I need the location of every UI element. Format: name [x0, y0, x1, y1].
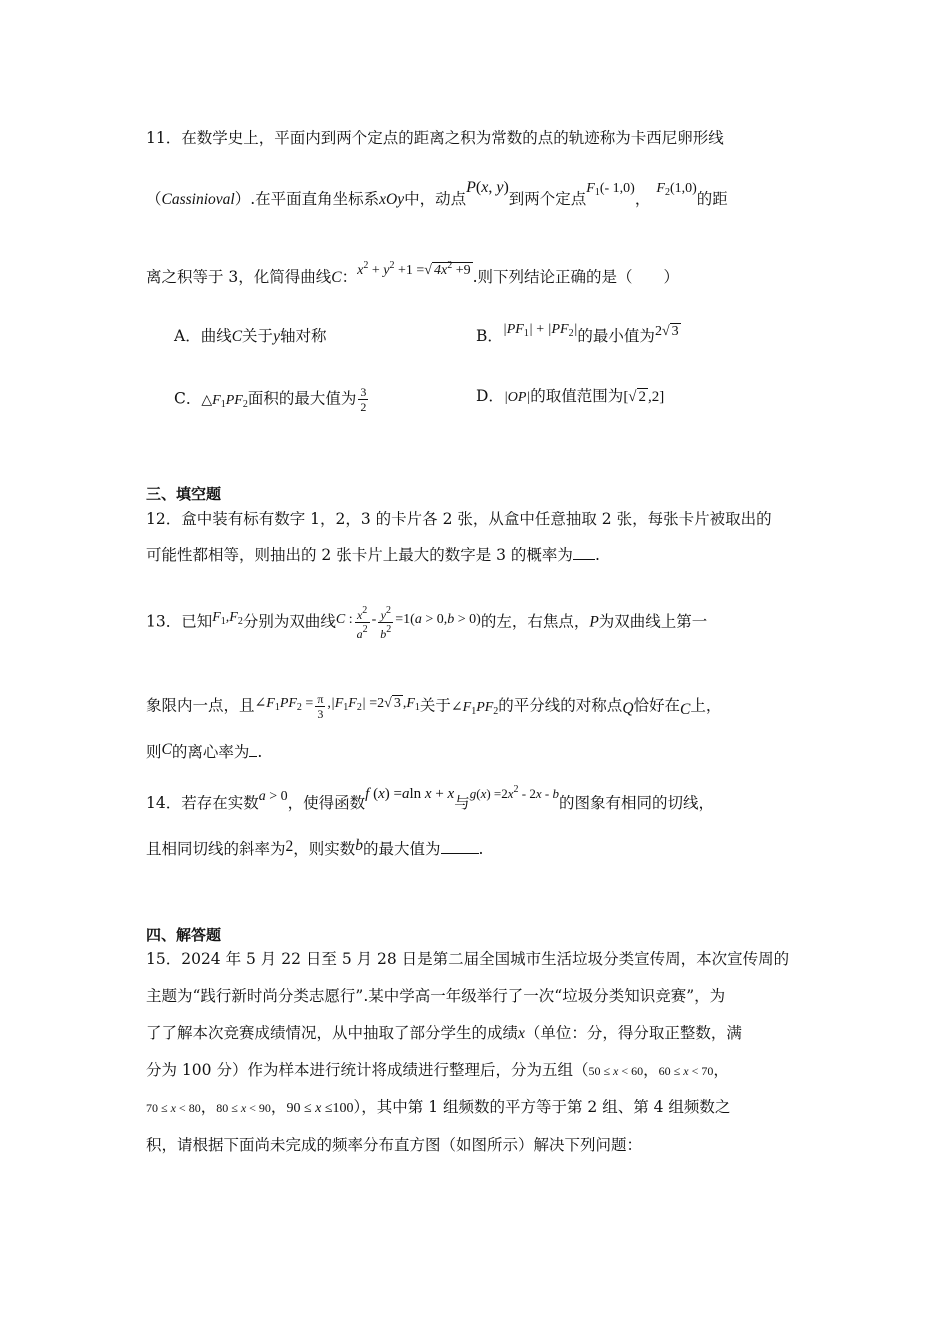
q15-line-6: 积，请根据下面尚未完成的频率分布直方图（如图所示）解决下列问题： — [146, 1136, 643, 1154]
q12-line-1: 12．盒中装有标有数字 1，2，3 的卡片各 2 张，从盒中任意抽取 2 张，每张卡片被取出的 — [146, 510, 772, 528]
q11-line-3: 离之积等于 3，化简得曲线C：$x^2 + y^2 +1$ =√ $4x^2 +9$ .则下列结论正确的是（ ） — [146, 260, 680, 286]
section-3-heading: 三、填空题 — [146, 485, 222, 503]
q15-line-1: 15．2024 年 5 月 22 日至 5 月 28 日是第二届全国城市生活垃圾分类宣传周，本次宣传周的 — [146, 950, 790, 968]
q11-option-b: B．$|PF_1| + |PF_2|$的最小值为2√ 3 — [476, 322, 679, 345]
q14-line-2: 且相同切线的斜率为2，则实数b的最大值为 . — [146, 837, 484, 858]
section-4-heading: 四、解答题 — [146, 926, 222, 944]
q11-line-1: 11．在数学史上，平面内到两个定点的距离之积为常数的点的轨迹称为卡西尼卵形线 — [146, 129, 724, 147]
q14-line-1: 14．若存在实数a > 0，使得函数f (x) =aln x + x与$^{g(x) =2x^2 - 2x - b}$的图象有相同的切线， — [146, 784, 715, 812]
q11-option-d: D．|OP|的取值范围为[√ 2 ,2] — [476, 387, 665, 405]
q11-line-2: （Cassinioval）.在平面直角坐标系xOy中，动点P(x, y)到两个定点$F_1(-$ 1,0)，$F_2(1,0)$的距 — [146, 179, 728, 208]
q13-line-3: 则C的离心率为 . — [146, 741, 263, 761]
q12-line-2: 可能性都相等，则抽出的 2 张卡片上最大的数字是 3 的概率为 . — [146, 546, 600, 564]
q13-line-1: 13．已知$F_1,F_2$分别为双曲线C : $\frac{x^2}{a^2}$ - $\frac{y^2}{b^2}$ =1(a > 0,b > 0)的左，右焦点，P为双曲线上第一 — [146, 605, 708, 641]
q11-option-c: C．$\triangle F_1PF_2$面积的最大值为 $\frac{3}{2}$ — [174, 385, 367, 414]
q15-line-4: 分为 100 分）作为样本进行统计将成绩进行整理后，分为五组（50 ≤ x < 60，60 ≤ x < 70， — [146, 1061, 729, 1079]
q15-line-5: 70 ≤ x < 80，80 ≤ x < 90，90 ≤ x ≤100），其中第 1 组频数的平方等于第 2 组、第 4 组频数之 — [146, 1098, 731, 1116]
q13-line-2: 象限内一点，且$\angle F_1PF_2$ = $\frac{\pi}{3}$ $,|F_1F_2| =2√$ 3 $,F_1$关于$\angle F_1PF_2$的平分线的对称点Q恰好在C上， — [146, 692, 722, 721]
q11-option-a: A．曲线C关于y轴对称 — [174, 327, 327, 345]
q15-line-2: 主题为“践行新时尚分类志愿行”.某中学高一年级举行了一次“垃圾分类知识竞赛”，为 — [146, 987, 726, 1005]
q15-line-3: 了了解本次竞赛成绩情况，从中抽取了部分学生的成绩x（单位：分，得分取正整数，满 — [146, 1024, 742, 1042]
